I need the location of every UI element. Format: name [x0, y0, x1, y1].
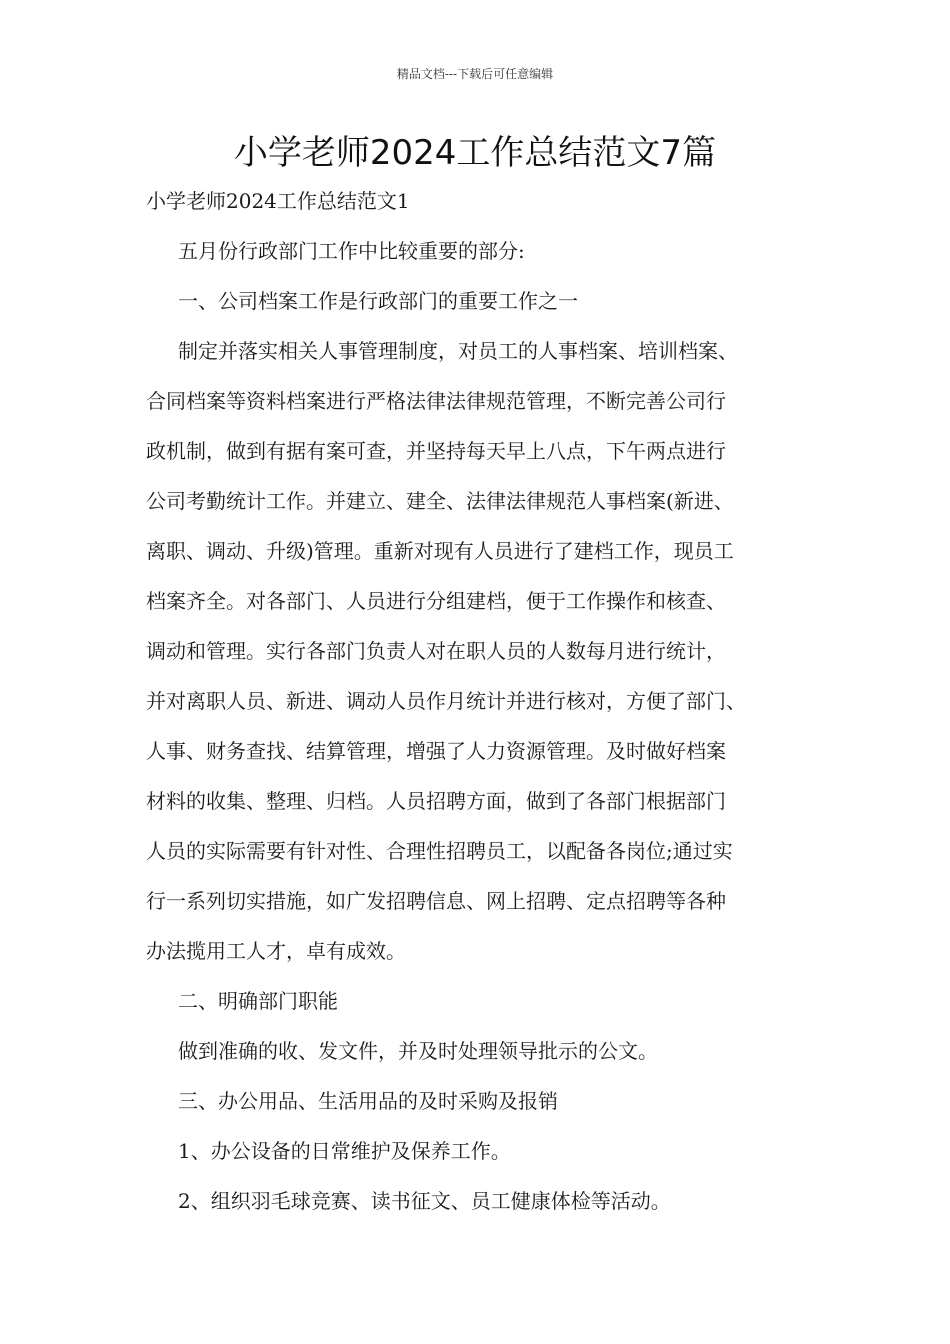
text-line: 五月份行政部门工作中比较重要的部分: — [178, 239, 525, 263]
text-line: 二、明确部门职能 — [178, 989, 338, 1013]
text-line: 档案齐全。对各部门、人员进行分组建档，便于工作操作和核查、 — [146, 589, 726, 613]
text-line: 三、办公用品、生活用品的及时采购及报销 — [178, 1089, 558, 1113]
text-line: 合同档案等资料档案进行严格法律法律规范管理，不断完善公司行 — [146, 389, 726, 413]
text-line: 2、组织羽毛球竞赛、读书征文、员工健康体检等活动。 — [178, 1189, 671, 1213]
text-line: 一、公司档案工作是行政部门的重要工作之一 — [178, 289, 578, 313]
text-line: 做到准确的收、发文件，并及时处理领导批示的公文。 — [178, 1039, 658, 1063]
text-line: 人员的实际需要有针对性、合理性招聘员工，以配备各岗位;通过实 — [146, 839, 733, 863]
text-line: 政机制，做到有据有案可查，并坚持每天早上八点，下午两点进行 — [146, 439, 726, 463]
text-line: 行一系列切实措施，如广发招聘信息、网上招聘、定点招聘等各种 — [146, 889, 726, 913]
text-line: 调动和管理。实行各部门负责人对在职人员的人数每月进行统计， — [146, 639, 726, 663]
text-line: 1、办公设备的日常维护及保养工作。 — [178, 1139, 511, 1163]
text-line: 材料的收集、整理、归档。人员招聘方面，做到了各部门根据部门 — [146, 789, 726, 813]
header-note: 精品文档---下载后可任意编辑 — [396, 67, 554, 81]
document-title: 小学老师2024工作总结范文7篇 — [233, 133, 717, 173]
text-line: 办法揽用工人才，卓有成效。 — [146, 939, 406, 963]
text-line: 离职、调动、升级)管理。重新对现有人员进行了建档工作，现员工 — [146, 539, 734, 563]
text-line: 并对离职人员、新进、调动人员作月统计并进行核对，方便了部门、 — [146, 689, 746, 713]
text-line: 制定并落实相关人事管理制度，对员工的人事档案、培训档案、 — [178, 339, 738, 363]
section-subtitle: 小学老师2024工作总结范文1 — [146, 189, 410, 213]
text-line: 公司考勤统计工作。并建立、建全、法律法律规范人事档案(新进、 — [146, 489, 734, 513]
document-body — [146, 184, 826, 1234]
paragraph-lines — [146, 234, 826, 1234]
text-line: 人事、财务查找、结算管理，增强了人力资源管理。及时做好档案 — [146, 739, 726, 763]
